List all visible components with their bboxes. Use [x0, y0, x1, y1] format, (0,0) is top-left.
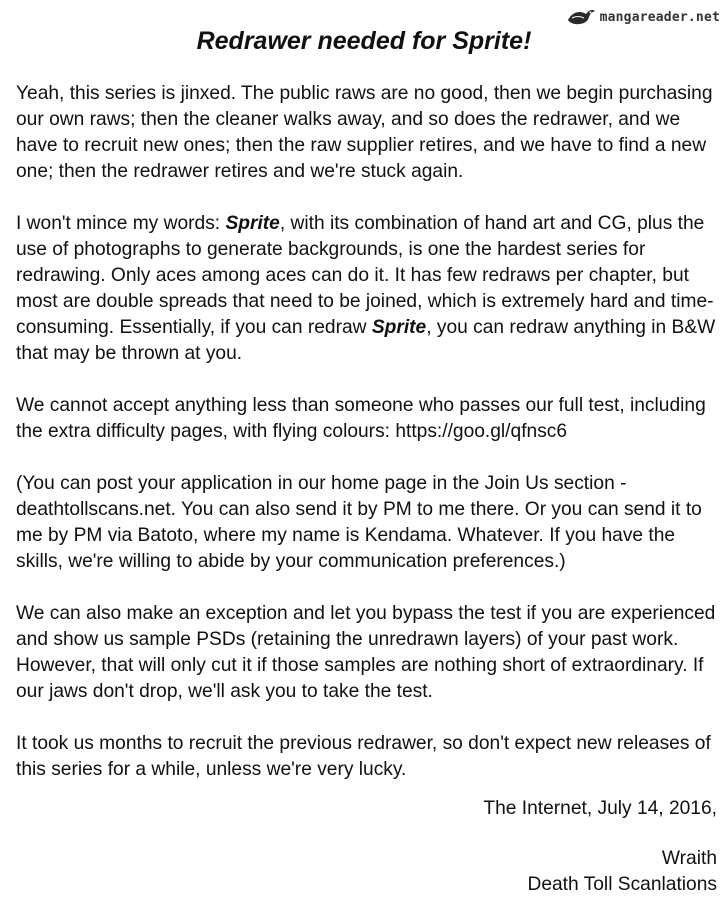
paragraph-4: (You can post your application in our home page in the Join Us section - deathtollscans.net. You can also send it by PM to me there. Or you can send it to me by PM via Batoto, where my name is Kendama. Whatever. If you have the skills, we're willing to abide by your communication preferences.) — [16, 473, 702, 572]
series-name-emphasis: Sprite — [371, 317, 427, 338]
paragraph-5: We can also make an exception and let you bypass the test if you are experienced and show us sample PSDs (retaining the unredrawn layers) of your past work. However, that will only cut it if those samples are nothing short of extraordinary. If our jaws don't drop, we'll ask you to take the test. — [16, 603, 716, 702]
mangareader-watermark — [566, 6, 720, 28]
signature-name: Wraith — [661, 848, 717, 869]
paragraph-6: It took us months to recruit the previous redrawer, so don't expect new releases of this series for a while, unless we're very lucky. — [16, 733, 711, 780]
signature-group: Death Toll Scanlations — [527, 874, 717, 895]
paragraph-2-part-a: I won't mince my words: — [16, 213, 226, 234]
letter-body — [16, 81, 722, 809]
series-name-emphasis: Sprite — [225, 213, 280, 234]
paragraph-2-part-e: , you can redraw anything in B&W that may be thrown at you. — [16, 317, 716, 364]
paragraph-3: We cannot accept anything less than someone who passes our full test, including the extra difficulty pages, with flying colours: https://goo.gl/qfnsc6 — [16, 395, 706, 442]
signature-block — [527, 846, 717, 898]
paragraph-2 — [16, 211, 722, 367]
bird-logo-icon — [566, 6, 596, 28]
page-title: Redrawer needed for Sprite! — [196, 27, 532, 55]
paragraph-1: Yeah, this series is jinxed. The public raws are no good, then we begin purchasing our own raws; then the cleaner walks away, and so does the redrawer, and we have to recruit new ones; then the raw supplier retires, and we have to find a new one; then the redrawer retires and we're stuck again. — [16, 83, 713, 182]
signoff-date: The Internet, July 14, 2016, — [483, 798, 717, 819]
watermark-text: mangareader.net — [599, 9, 720, 25]
paragraph-2-part-c: , with its combination of hand art and CG, plus the use of photographs to generate backgrounds, is one the hardest series for redrawing. Only aces among aces can do it. It has few redraws per chapter, but most are double spreads that need to be joined, which is extremely hard and time-consuming. Essentially, if you can redraw — [16, 213, 714, 338]
